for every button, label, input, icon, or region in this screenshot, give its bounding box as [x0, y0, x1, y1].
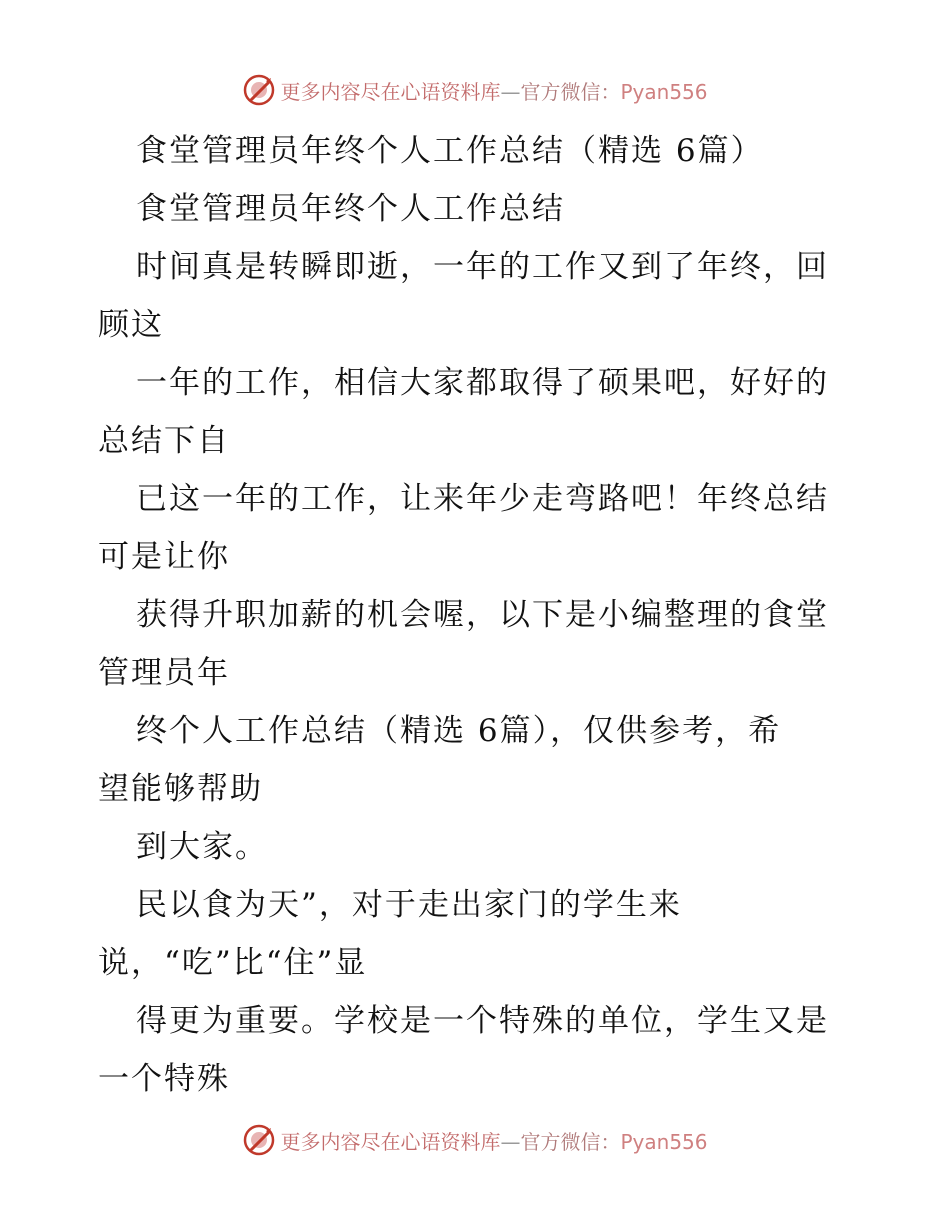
text-line: 望能够帮助 [98, 771, 263, 807]
footer-banner [0, 1120, 950, 1160]
banner-text [280, 76, 707, 105]
document-body [98, 122, 858, 1108]
text-line: 顾这 [98, 307, 164, 343]
document-title: 食堂管理员年终个人工作总结（精选 6篇） [136, 133, 764, 169]
text-line: 已这一年的工作，让来年少走弯路吧！年终总结 [136, 481, 829, 517]
text-line: 到大家。 [136, 829, 268, 865]
banner-site-text: 更多内容尽在心语资料库 [280, 79, 501, 104]
banner-text [280, 1126, 707, 1155]
logo-icon [242, 1123, 276, 1157]
logo-icon [242, 73, 276, 107]
text-line: 民以食为天”，对于走出家门的学生来 [136, 887, 682, 923]
banner-wechat-label: 官方微信： [520, 1129, 621, 1154]
banner-dash: — [500, 79, 521, 104]
banner-site-text: 更多内容尽在心语资料库 [280, 1129, 501, 1154]
banner-dash: — [500, 1129, 521, 1154]
section-heading: 食堂管理员年终个人工作总结 [136, 191, 565, 227]
text-line: 说，“吃”比“住”显 [98, 945, 368, 981]
banner-wechat-account: Pyan556 [620, 1129, 708, 1154]
text-line: 得更为重要。学校是一个特殊的单位，学生又是 [136, 1003, 829, 1039]
text-line: 终个人工作总结（精选 6篇），仅供参考，希 [136, 713, 782, 749]
text-line: 一年的工作，相信大家都取得了硕果吧，好好的 [136, 365, 829, 401]
text-line: 可是让你 [98, 539, 230, 575]
banner-wechat-account: Pyan556 [620, 79, 708, 104]
header-banner [0, 70, 950, 110]
text-line: 一个特殊 [98, 1061, 230, 1097]
text-line: 总结下自 [98, 423, 230, 459]
text-line: 时间真是转瞬即逝，一年的工作又到了年终，回 [136, 249, 829, 285]
text-line: 获得升职加薪的机会喔，以下是小编整理的食堂 [136, 597, 829, 633]
banner-wechat-label: 官方微信： [520, 79, 621, 104]
text-line: 管理员年 [98, 655, 230, 691]
